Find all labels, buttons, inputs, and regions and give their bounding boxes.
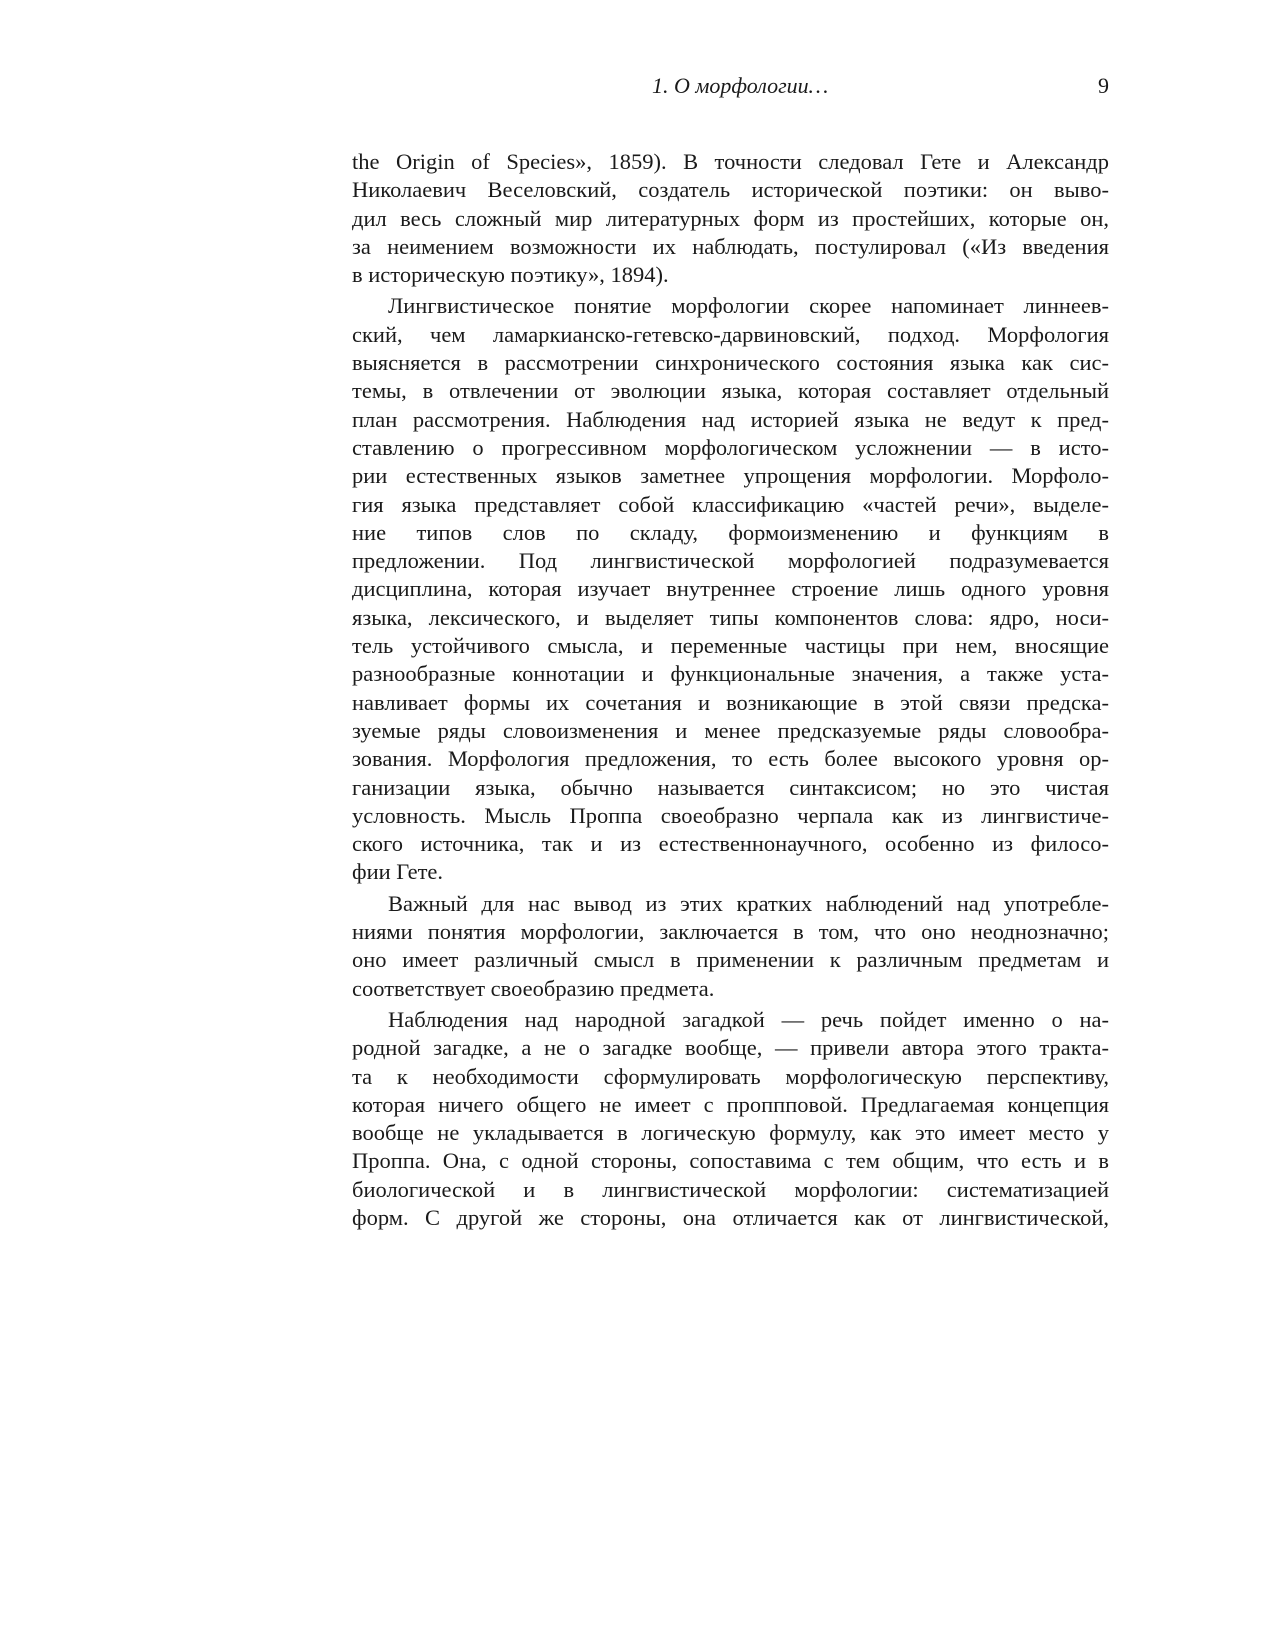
paragraph (352, 148, 1109, 289)
running-head (352, 73, 1109, 105)
text-line: ский, чем ламаркианско-гетевско-дарвиновский, подход. Морфология (352, 321, 1109, 347)
text-line: форм. С другой же стороны, она отличается как от лингвистической, (352, 1204, 1109, 1230)
text-line: the Origin of Species», 1859). В точности следовал Гете и Александр (352, 149, 1109, 174)
text-line: Важный для нас вывод из этих кратких наблюдений над употребле- (388, 890, 1109, 916)
text-line: которая ничего общего не имеет с проппповой. Предлагаемая концепция (352, 1091, 1109, 1117)
text-line: рии естественных языков заметнее упрощения морфологии. Морфоло- (352, 463, 1109, 489)
text-line: в историческую поэтику», 1894). (352, 262, 669, 288)
text-line: тель устойчивого смысла, и переменные частицы при нем, вносящие (352, 633, 1109, 659)
text-line: навливает формы их сочетания и возникающие в этой связи предска- (352, 689, 1109, 715)
text-line: разнообразные коннотации и функциональные значения, а также уста- (352, 661, 1109, 687)
text-line: вообще не укладывается в логическую формулу, как это имеет место у (352, 1120, 1109, 1146)
text-line: Проппа. Она, с одной стороны, сопоставима с тем общим, что есть и в (352, 1148, 1109, 1174)
text-line: условность. Мысль Проппа своеобразно черпала как из лингвистиче- (352, 802, 1109, 828)
text-line: языка, лексического, и выделяет типы компонентов слова: ядро, носи- (352, 604, 1109, 630)
text-line: зования. Морфология предложения, то есть более высокого уровня ор- (352, 746, 1109, 772)
body-text (352, 148, 1109, 1232)
paragraph (352, 1006, 1109, 1232)
text-line: оно имеет различный смысл в применении к различным предметам и (352, 947, 1109, 973)
text-line: Наблюдения над народной загадкой — речь пойдет именно о на- (388, 1006, 1109, 1032)
text-line: ганизации языка, обычно называется синтаксисом; но это чистая (352, 774, 1109, 800)
text-line: фии Гете. (352, 859, 444, 885)
text-line: ского источника, так и из естественнонаучного, особенно из филосо- (352, 831, 1109, 857)
text-line: соответствует своеобразию предмета. (352, 975, 715, 1001)
paragraph (352, 292, 1109, 886)
text-line: Николаевич Веселовский, создатель исторической поэтики: он выво- (352, 177, 1109, 203)
running-title: 1. О морфологии… (652, 73, 829, 98)
text-line: биологической и в лингвистической морфологии: систематизацией (352, 1176, 1109, 1202)
text-line: гия языка представляет собой классификацию «частей речи», выделе- (352, 491, 1109, 517)
text-line: за неимением возможности их наблюдать, постулировал («Из введения (352, 233, 1109, 259)
text-line: предложении. Под лингвистической морфологией подразумевается (352, 548, 1109, 574)
text-line: та к необходимости сформулировать морфологическую перспективу, (352, 1063, 1109, 1089)
text-line: дисциплина, которая изучает внутреннее строение лишь одного уровня (352, 576, 1109, 602)
text-line: ставлению о прогрессивном морфологическом усложнении — в исто- (352, 434, 1109, 460)
text-line: родной загадке, а не о загадке вообще, — привели автора этого тракта- (352, 1035, 1109, 1061)
text-line: план рассмотрения. Наблюдения над историей языка не ведут к пред- (352, 406, 1109, 432)
page-number: 9 (1098, 73, 1109, 98)
text-line: дил весь сложный мир литературных форм из простейших, которые он, (352, 205, 1109, 231)
text-line: темы, в отвлечении от эволюции языка, которая составляет отдельный (352, 378, 1109, 404)
text-line: ние типов слов по складу, формоизменению и функциям в (352, 519, 1109, 545)
text-line: зуемые ряды словоизменения и менее предсказуемые ряды словообра- (352, 717, 1109, 743)
paragraph (352, 890, 1109, 1003)
text-line: Лингвистическое понятие морфологии скорее напоминает линнеев- (388, 293, 1109, 319)
text-line: ниями понятия морфологии, заключается в том, что оно неоднозначно; (352, 919, 1109, 945)
text-line: выясняется в рассмотрении синхронического состояния языка как сис- (352, 350, 1109, 376)
